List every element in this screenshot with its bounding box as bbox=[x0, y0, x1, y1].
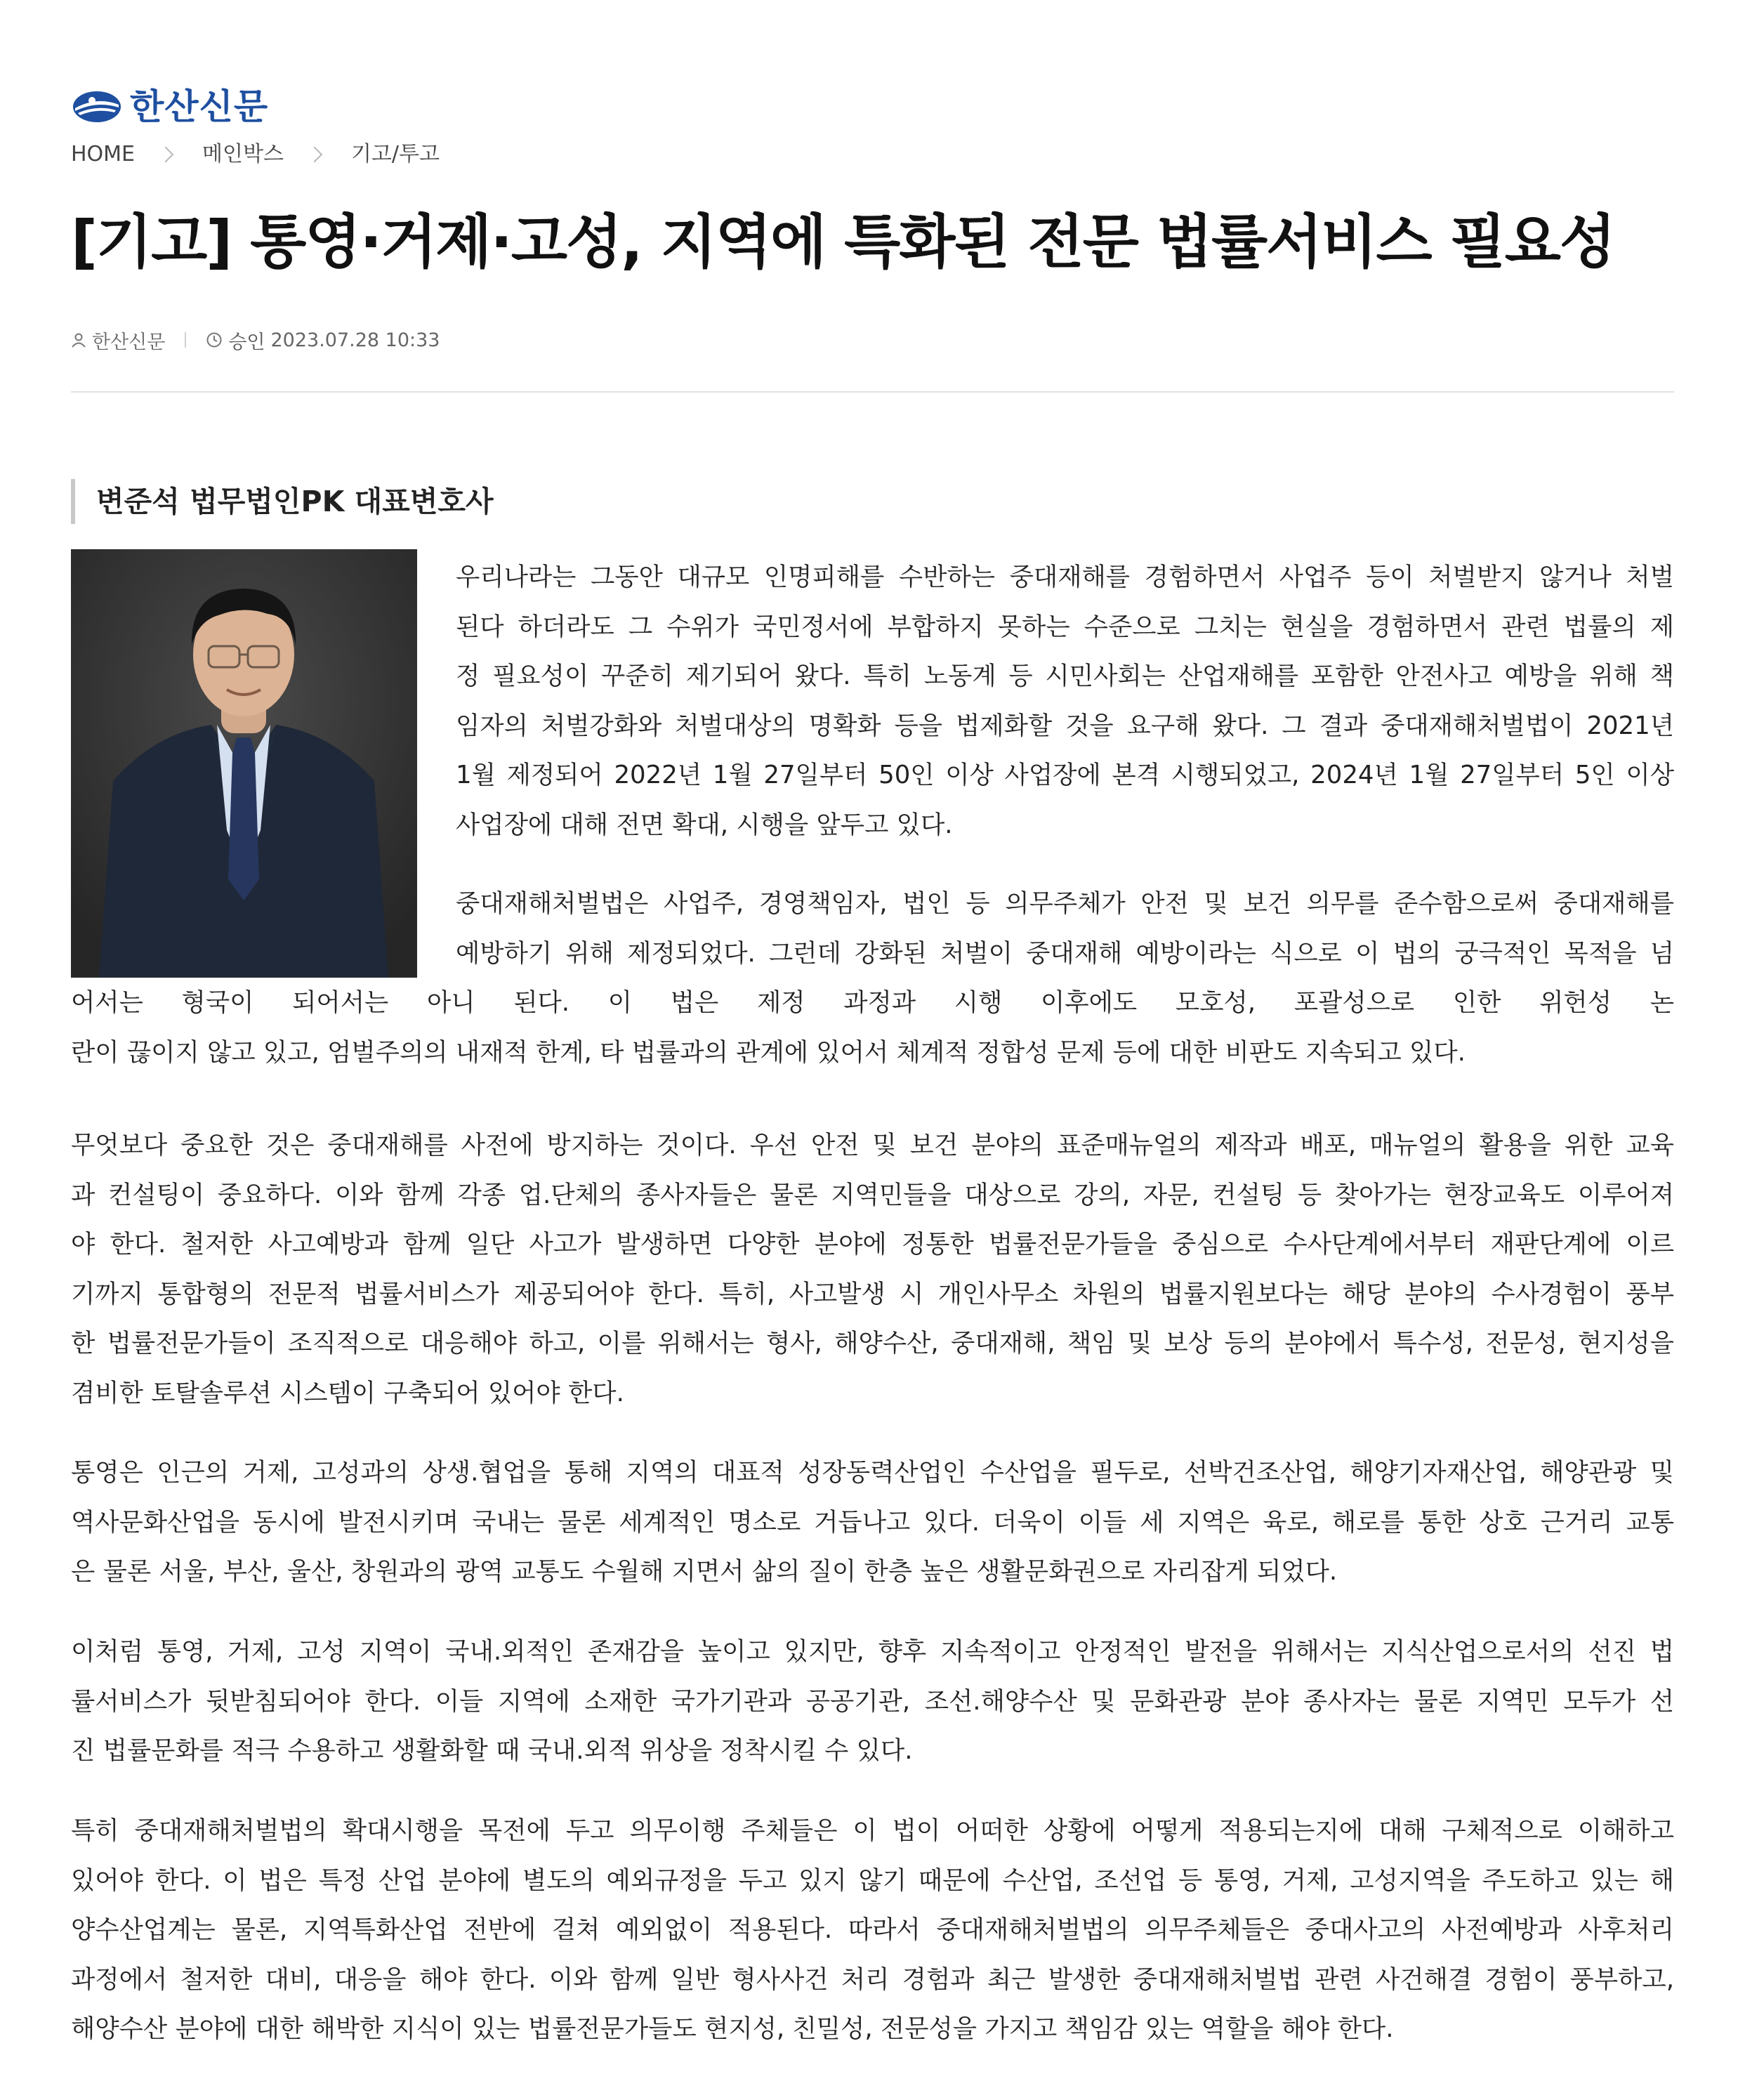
article-title: [기고] 통영·거제·고성, 지역에 특화된 전문 법률서비스 필요성 bbox=[71, 208, 1615, 276]
paragraph-1-line: 우리나라는 그동안 대규모 인명피해를 수반하는 중대재해를 경험하면서 사업주 등이 처벌받지 않거나 처벌 bbox=[456, 563, 1674, 591]
paragraph-4-line: 역사문화산업을 동시에 발전시키며 국내는 물론 세계적인 명소로 거듭나고 있다. 더욱이 이들 세 지역은 육로, 해로를 통한 상호 근거리 교통 bbox=[71, 1508, 1674, 1537]
paragraph-1-line: 임자의 처벌강화와 처벌대상의 명확화 등을 법제화할 것을 요구해 왔다. 그 결과 중대재해처벌법이 2021년 bbox=[456, 711, 1674, 740]
paragraph-3-line: 과 컨설팅이 중요하다. 이와 함께 각종 업.단체의 종사자들은 물론 지역민들을 대상으로 강의, 자문, 컨설팅 등 찾아가는 현장교육도 이루어져 bbox=[71, 1181, 1674, 1209]
user-icon bbox=[71, 332, 86, 348]
article-author: 한산신문 bbox=[92, 331, 166, 353]
author-photo bbox=[71, 549, 417, 978]
paragraph-1-line: 된다 하더라도 그 수위가 국민정서에 부합하지 못하는 수준으로 그치는 현실을 경험하면서 관련 법률의 제 bbox=[456, 612, 1674, 641]
logo-text: 한산신문 bbox=[130, 86, 269, 127]
site-logo[interactable] bbox=[71, 86, 268, 128]
clock-icon bbox=[206, 332, 223, 348]
paragraph-1-line: 1월 제정되어 2022년 1월 27일부터 50인 이상 사업장에 본격 시행되었고, 2024년 1월 27일부터 5인 이상 bbox=[456, 761, 1674, 789]
paragraph-2-line: 예방하기 위해 제정되었다. 그런데 강화된 처벌이 중대재해 예방이라는 식으로 이 법의 궁극적인 목적을 넘 bbox=[456, 939, 1674, 968]
approved-label: 승인 bbox=[228, 331, 265, 353]
logo-emblem-icon bbox=[71, 89, 123, 124]
paragraph-2-line: 란이 끊이지 않고 있고, 엄벌주의의 내재적 한계, 타 법률과의 관계에 있어서 체계적 정합성 문제 등에 대한 비판도 지속되고 있다. bbox=[71, 1038, 1466, 1067]
article-subtitle: 변준석 법무법인PK 대표변호사 bbox=[71, 479, 494, 524]
chevron-right-icon bbox=[307, 147, 323, 163]
paragraph-6-line: 과정에서 철저한 대비, 대응을 해야 한다. 이와 함께 일반 형사사건 처리 경험과 최근 발생한 중대재해처벌법 관련 사건해결 경험이 풍부하고, bbox=[71, 1965, 1674, 1994]
chevron-right-icon bbox=[158, 147, 174, 163]
breadcrumb-contribution[interactable]: 기고/투고 bbox=[350, 142, 440, 166]
breadcrumb-home[interactable]: HOME bbox=[71, 142, 136, 166]
breadcrumb bbox=[71, 138, 440, 171]
paragraph-5-line: 률서비스가 뒷받침되어야 한다. 이들 지역에 소재한 국가기관과 공공기관, 조선.해양수산 및 문화관광 분야 종사자는 물론 지역민 모두가 선 bbox=[71, 1687, 1674, 1716]
paragraph-6-line: 있어야 한다. 이 법은 특정 산업 분야에 별도의 예외규정을 두고 있지 않기 때문에 수산업, 조선업 등 통영, 거제, 고성지역을 주도하고 있는 해 bbox=[71, 1866, 1674, 1895]
meta-divider bbox=[185, 332, 186, 348]
paragraph-3-line: 겸비한 토탈솔루션 시스템이 구축되어 있어야 한다. bbox=[71, 1379, 624, 1407]
approved-date: 2023.07.28 10:33 bbox=[270, 329, 440, 351]
paragraph-2-line: 중대재해처벌법은 사업주, 경영책임자, 법인 등 의무주체가 안전 및 보건 의무를 준수함으로써 중대재해를 bbox=[456, 889, 1674, 918]
paragraph-6-line: 양수산업계는 물론, 지역특화산업 전반에 걸쳐 예외없이 적용된다. 따라서 중대재해처벌법의 의무주체들은 중대사고의 사전예방과 사후처리 bbox=[71, 1915, 1674, 1944]
paragraph-3-line: 야 한다. 철저한 사고예방과 함께 일단 사고가 발생하면 다양한 분야에 정통한 법률전문가들을 중심으로 수사단계에서부터 재판단계에 이르 bbox=[71, 1230, 1674, 1259]
paragraph-1-line: 사업장에 대해 전면 확대, 시행을 앞두고 있다. bbox=[456, 811, 953, 839]
author-portrait-image bbox=[71, 549, 417, 978]
paragraph-3-line: 기까지 통합형의 전문적 법률서비스가 제공되어야 한다. 특히, 사고발생 시 개인사무소 차원의 법률지원보다는 해당 분야의 수사경험이 풍부 bbox=[71, 1280, 1674, 1308]
paragraph-3-line: 무엇보다 중요한 것은 중대재해를 사전에 방지하는 것이다. 우선 안전 및 보건 분야의 표준매뉴얼의 제작과 배포, 매뉴얼의 활용을 위한 교육 bbox=[71, 1131, 1674, 1160]
paragraph-4-line: 은 물론 서울, 부산, 울산, 창원과의 광역 교통도 수월해 지면서 삶의 질이 한층 높은 생활문화권으로 자리잡게 되었다. bbox=[71, 1557, 1338, 1586]
breadcrumb-mainbox[interactable]: 메인박스 bbox=[202, 142, 284, 166]
paragraph-6-line: 특히 중대재해처벌법의 확대시행을 목전에 두고 의무이행 주체들은 이 법이 어떠한 상황에 어떻게 적용되는지에 대해 구체적으로 이해하고 bbox=[71, 1816, 1674, 1845]
paragraph-5-line: 진 법률문화를 적극 수용하고 생활화할 때 국내.외적 위상을 정착시킬 수 있다. bbox=[71, 1736, 913, 1765]
paragraph-4-line: 통영은 인근의 거제, 고성과의 상생.협업을 통해 지역의 대표적 성장동력산업인 수산업을 필두로, 선박건조산업, 해양기자재산업, 해양관광 및 bbox=[71, 1458, 1674, 1487]
paragraph-3-line: 한 법률전문가들이 조직적으로 대응해야 하고, 이를 위해서는 형사, 해양수산, 중대재해, 책임 및 보상 등의 분야에서 특수성, 전문성, 현지성을 bbox=[71, 1329, 1674, 1358]
header-divider bbox=[71, 391, 1674, 393]
paragraph-5-line: 이처럼 통영, 거제, 고성 지역이 국내.외적인 존재감을 높이고 있지만, 향후 지속적이고 안정적인 발전을 위해서는 지식산업으로서의 선진 법 bbox=[71, 1637, 1674, 1666]
article-meta bbox=[71, 324, 440, 355]
paragraph-1-line: 정 필요성이 꾸준히 제기되어 왔다. 특히 노동계 등 시민사회는 산업재해를 포함한 안전사고 예방을 위해 책 bbox=[456, 662, 1674, 690]
paragraph-6-line: 해양수산 분야에 대한 해박한 지식이 있는 법률전문가들도 현지성, 친밀성, 전문성을 가지고 책임감 있는 역할을 해야 한다. bbox=[71, 2014, 1394, 2043]
paragraph-2-line: 어서는 형국이 되어서는 아니 된다. 이 법은 제정 과정과 시행 이후에도 모호성, 포괄성으로 인한 위헌성 논 bbox=[71, 988, 1674, 1017]
